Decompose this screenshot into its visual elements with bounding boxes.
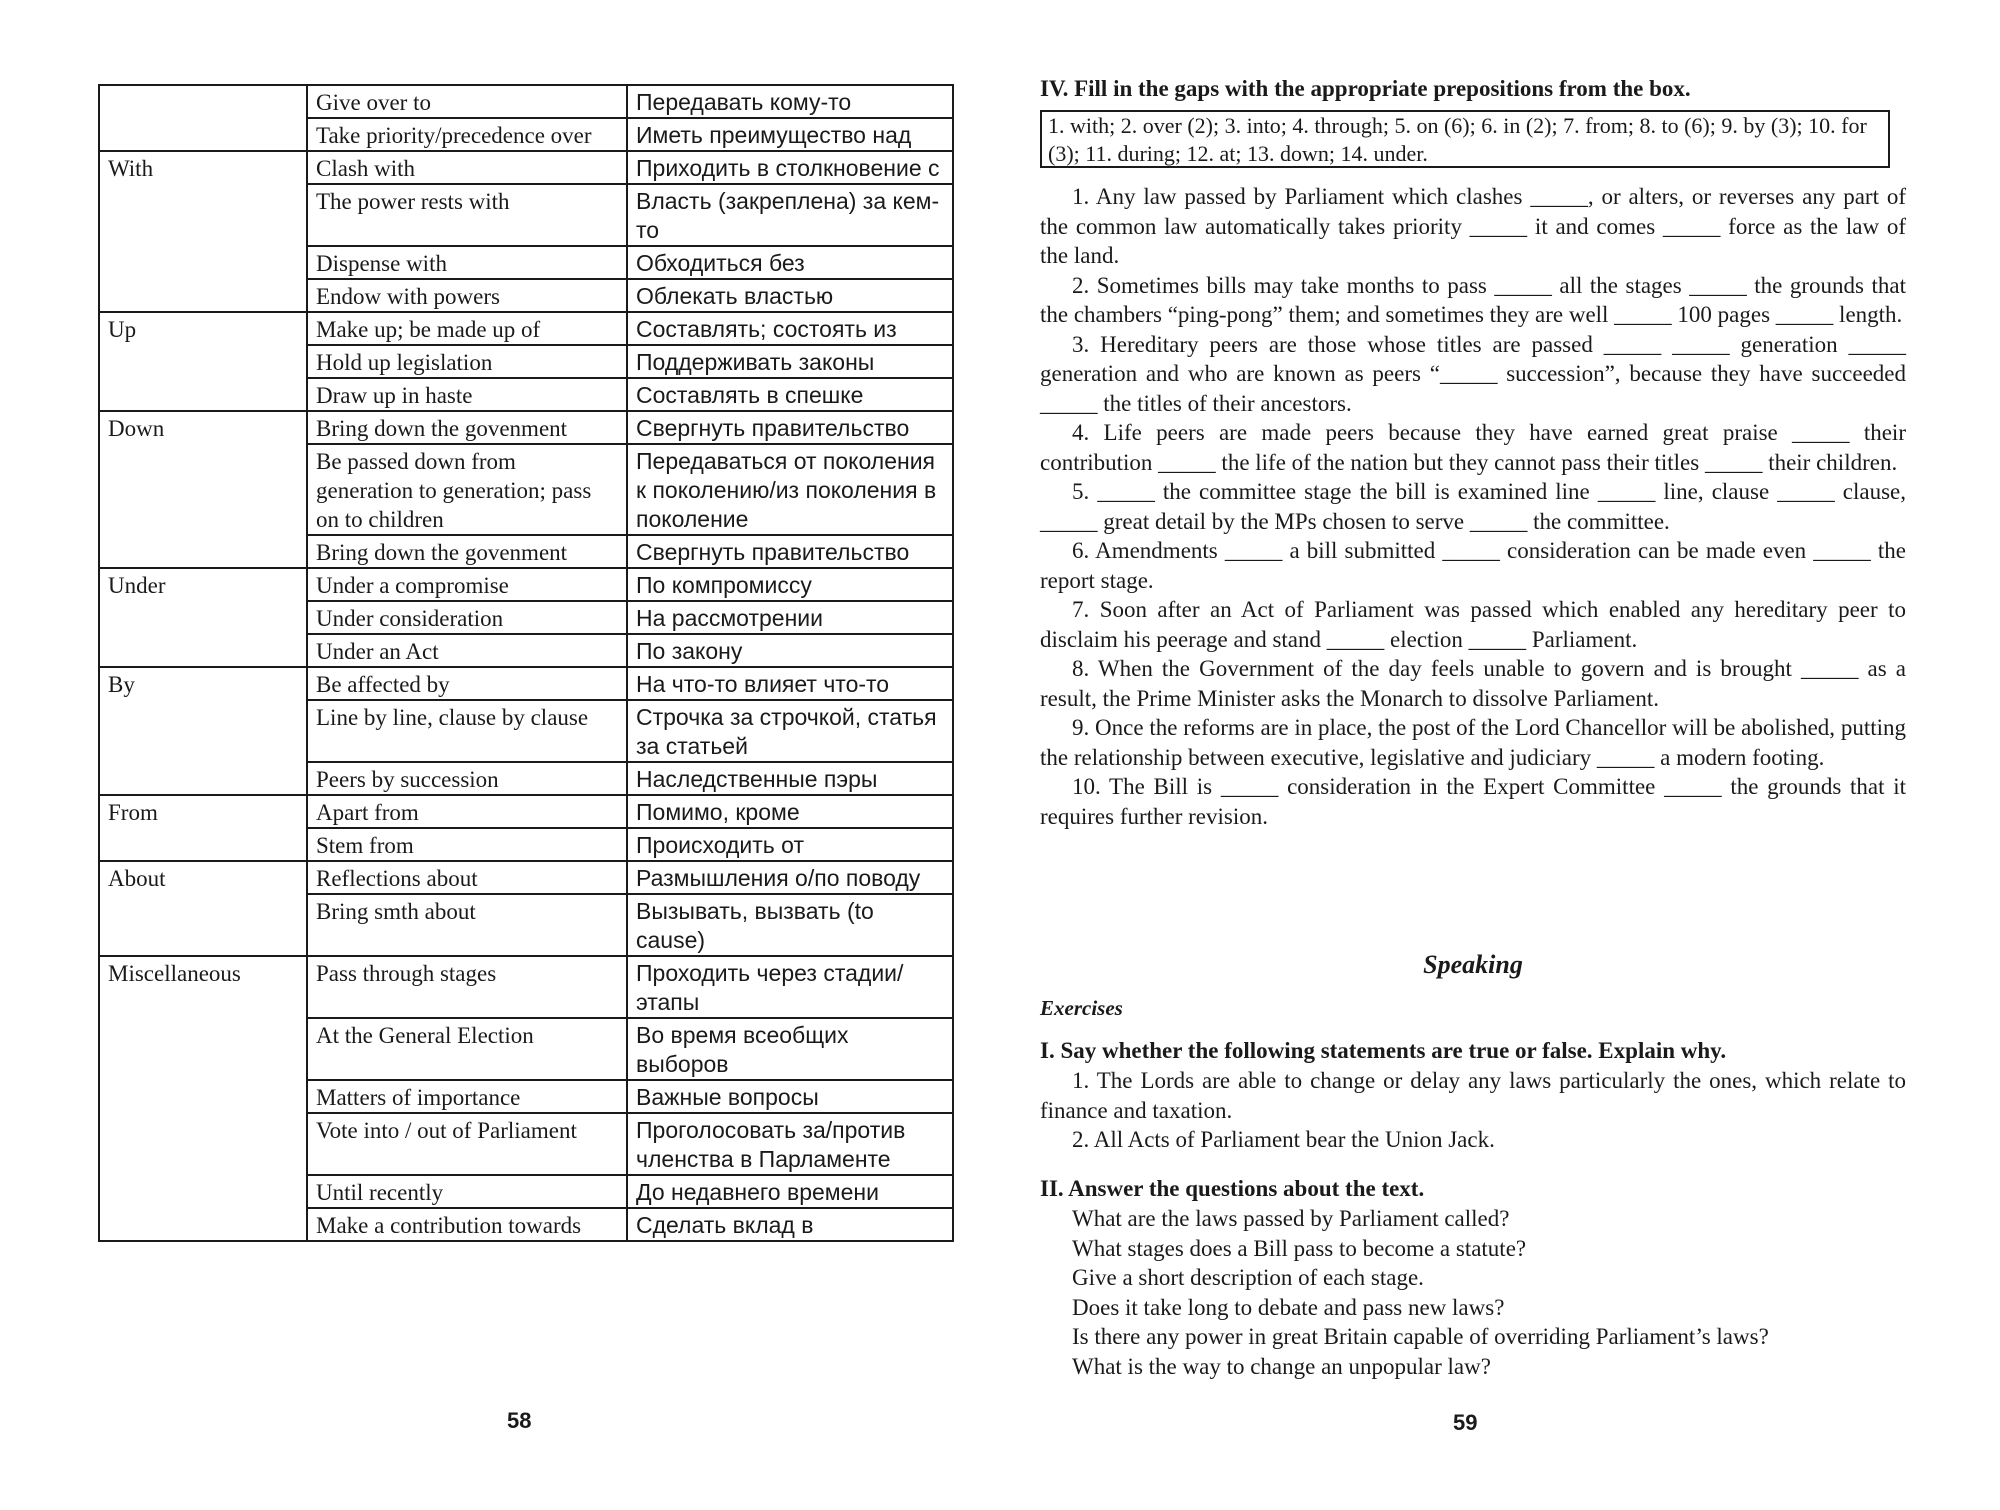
exercise-1-statement: 1. The Lords are able to change or delay any laws particularly the ones, which relate to finance and taxation. (1040, 1068, 1906, 1123)
table-row (99, 568, 953, 601)
english-phrase-cell: Dispense with (307, 246, 627, 279)
category-cell: Under (99, 568, 307, 667)
english-phrase-cell: Hold up legislation (307, 345, 627, 378)
english-phrase-cell: Pass through stages (307, 956, 627, 1018)
russian-translation-cell: По компромиссу (627, 568, 953, 601)
russian-translation-cell: Составлять; состоять из (627, 312, 953, 345)
english-phrase-cell: Line by line, clause by clause (307, 700, 627, 762)
exercise-4-sentence: 5. _____ the committee stage the bill is examined line _____ line, clause _____ clause, _____ great detail by the MPs chosen to serve _____ the committee. (1040, 479, 1906, 534)
russian-translation-cell: Передаваться от поколения к поколению/из поколения в поколение (627, 444, 953, 535)
exercise-4-sentence: 9. Once the reforms are in place, the post of the Lord Chancellor will be abolished, putting the relationship between executive, legislative and judiciary _____ a modern footing. (1040, 715, 1906, 770)
english-phrase-cell: Bring down the govenment (307, 411, 627, 444)
russian-translation-cell: Иметь преимущество над (627, 118, 953, 151)
table-row (99, 861, 953, 894)
english-phrase-cell: Matters of importance (307, 1080, 627, 1113)
russian-translation-cell: Передавать кому-то (627, 85, 953, 118)
english-phrase-cell: Make up; be made up of (307, 312, 627, 345)
exercise-4-sentence: 7. Soon after an Act of Parliament was passed which enabled any hereditary peer to disclaim his peerage and stand _____ election _____ Parliament. (1040, 597, 1906, 652)
exercise-4-sentence: 10. The Bill is _____ consideration in the Expert Committee _____ the grounds that it requires further revision. (1040, 774, 1906, 829)
table-row (99, 795, 953, 828)
russian-translation-cell: Свергнуть правительство (627, 535, 953, 568)
exercise-2-question: What is the way to change an unpopular law? (1072, 1353, 1491, 1379)
english-phrase-cell: Under a compromise (307, 568, 627, 601)
prepositions-box: 1. with; 2. over (2); 3. into; 4. through; 5. on (6); 6. in (2); 7. from; 8. to (6); 9. by (3); 10. for (3); 11. during; 12. at; 13. down; 14. under. (1040, 110, 1890, 168)
english-phrase-cell: Stem from (307, 828, 627, 861)
table-row (99, 667, 953, 700)
section-title-speaking: Speaking (1423, 950, 1523, 979)
exercise-2-question: What stages does a Bill pass to become a statute? (1072, 1235, 1527, 1261)
english-phrase-cell: Under consideration (307, 601, 627, 634)
exercise-2-questions (1072, 1204, 1906, 1381)
english-phrase-cell: Give over to (307, 85, 627, 118)
english-phrase-cell: The power rests with (307, 184, 627, 246)
exercise-4-sentence: 4. Life peers are made peers because they have earned great praise _____ their contribution _____ the life of the nation but they cannot pass their titles _____ their children. (1040, 420, 1906, 475)
table-row (99, 312, 953, 345)
russian-translation-cell: Помимо, кроме (627, 795, 953, 828)
russian-translation-cell: Проходить через стадии/этапы (627, 956, 953, 1018)
category-cell: Up (99, 312, 307, 411)
russian-translation-cell: Важные вопросы (627, 1080, 953, 1113)
russian-translation-cell: Свергнуть правительство (627, 411, 953, 444)
russian-translation-cell: Вызывать, вызвать (to cause) (627, 894, 953, 956)
exercise-2-question: Does it take long to debate and pass new laws? (1072, 1294, 1505, 1320)
russian-translation-cell: Приходить в столкновение с (627, 151, 953, 184)
exercise-1-heading: I. Say whether the following statements are true or false. Explain why. (1040, 1038, 1727, 1063)
page-number-left: 58 (507, 1408, 532, 1433)
russian-translation-cell: Обходиться без (627, 246, 953, 279)
english-phrase-cell: Under an Act (307, 634, 627, 667)
english-phrase-cell: Take priority/precedence over (307, 118, 627, 151)
russian-translation-cell: Происходить от (627, 828, 953, 861)
russian-translation-cell: Власть (закреплена) за кем-то (627, 184, 953, 246)
russian-translation-cell: Во время всеобщих выборов (627, 1018, 953, 1080)
vocabulary-table-body (99, 85, 953, 1241)
exercise-4-sentence: 6. Amendments _____ a bill submitted _____ consideration can be made even _____ the report stage. (1040, 538, 1906, 593)
exercise-4-sentence: 8. When the Government of the day feels unable to govern and is brought _____ as a result, the Prime Minister asks the Monarch to dissolve Parliament. (1040, 656, 1906, 711)
russian-translation-cell: Наследственные пэры (627, 762, 953, 795)
exercise-4-heading: IV. Fill in the gaps with the appropriate prepositions from the box. (1040, 76, 1691, 101)
russian-translation-cell: Сделать вклад в (627, 1208, 953, 1241)
category-cell: With (99, 151, 307, 312)
category-cell (99, 85, 307, 151)
russian-translation-cell: Проголосовать за/против членства в Парламенте (627, 1113, 953, 1175)
english-phrase-cell: Vote into / out of Parliament (307, 1113, 627, 1175)
russian-translation-cell: Поддерживать законы (627, 345, 953, 378)
english-phrase-cell: Apart from (307, 795, 627, 828)
russian-translation-cell: По закону (627, 634, 953, 667)
exercise-2-question: Give a short description of each stage. (1072, 1265, 1424, 1290)
english-phrase-cell: Peers by succession (307, 762, 627, 795)
english-phrase-cell: At the General Election (307, 1018, 627, 1080)
category-cell: By (99, 667, 307, 795)
russian-translation-cell: На что-то влияет что-то (627, 667, 953, 700)
english-phrase-cell: Be passed down from generation to generation; pass on to children (307, 444, 627, 535)
exercise-4-sentence: 2. Sometimes bills may take months to pass _____ all the stages _____ the grounds that the chambers “ping-pong” them; and sometimes they are well _____ 100 pages _____ length. (1040, 272, 1906, 327)
exercise-4-sentence: 1. Any law passed by Parliament which clashes _____, or alters, or reverses any part of the common law automatically takes priority _____ it and comes _____ force as the law of the land. (1040, 184, 1906, 268)
exercise-4-sentence: 3. Hereditary peers are those whose titles are passed _____ _____ generation _____ generation and who are known as peers “_____ succession”, because they have succeeded _____ the titles of their ancestors. (1040, 331, 1906, 416)
category-cell: From (99, 795, 307, 861)
english-phrase-cell: Until recently (307, 1175, 627, 1208)
english-phrase-cell: Reflections about (307, 861, 627, 894)
table-row (99, 411, 953, 444)
english-phrase-cell: Make a contribution towards (307, 1208, 627, 1241)
english-phrase-cell: Be affected by (307, 667, 627, 700)
table-row (99, 151, 953, 184)
category-cell: About (99, 861, 307, 956)
english-phrase-cell: Clash with (307, 151, 627, 184)
exercise-2-question: What are the laws passed by Parliament called? (1072, 1206, 1510, 1231)
exercises-label: Exercises (1040, 996, 1123, 1020)
russian-translation-cell: На рассмотрении (627, 601, 953, 634)
english-phrase-cell: Bring smth about (307, 894, 627, 956)
english-phrase-cell: Endow with powers (307, 279, 627, 312)
russian-translation-cell: Составлять в спешке (627, 378, 953, 411)
vocabulary-table (98, 84, 954, 1242)
russian-translation-cell: Размышления о/по поводу (627, 861, 953, 894)
category-cell: Down (99, 411, 307, 568)
english-phrase-cell: Draw up in haste (307, 378, 627, 411)
russian-translation-cell: Строчка за строчкой, статья за статьей (627, 700, 953, 762)
category-cell: Miscellaneous (99, 956, 307, 1241)
exercise-2-heading: II. Answer the questions about the text. (1040, 1176, 1425, 1201)
table-row (99, 85, 953, 118)
right-page (1040, 0, 1906, 1510)
table-row (99, 956, 953, 1018)
exercise-2-question: Is there any power in great Britain capable of overriding Parliament’s laws? (1072, 1324, 1769, 1349)
russian-translation-cell: До недавнего времени (627, 1175, 953, 1208)
exercise-4-sentences (1040, 182, 1906, 831)
exercise-1-items (1040, 1066, 1906, 1155)
english-phrase-cell: Bring down the govenment (307, 535, 627, 568)
exercise-1-statement: 2. All Acts of Parliament bear the Union Jack. (1072, 1127, 1495, 1152)
russian-translation-cell: Облекать властью (627, 279, 953, 312)
page-number-right: 59 (1453, 1410, 1478, 1435)
